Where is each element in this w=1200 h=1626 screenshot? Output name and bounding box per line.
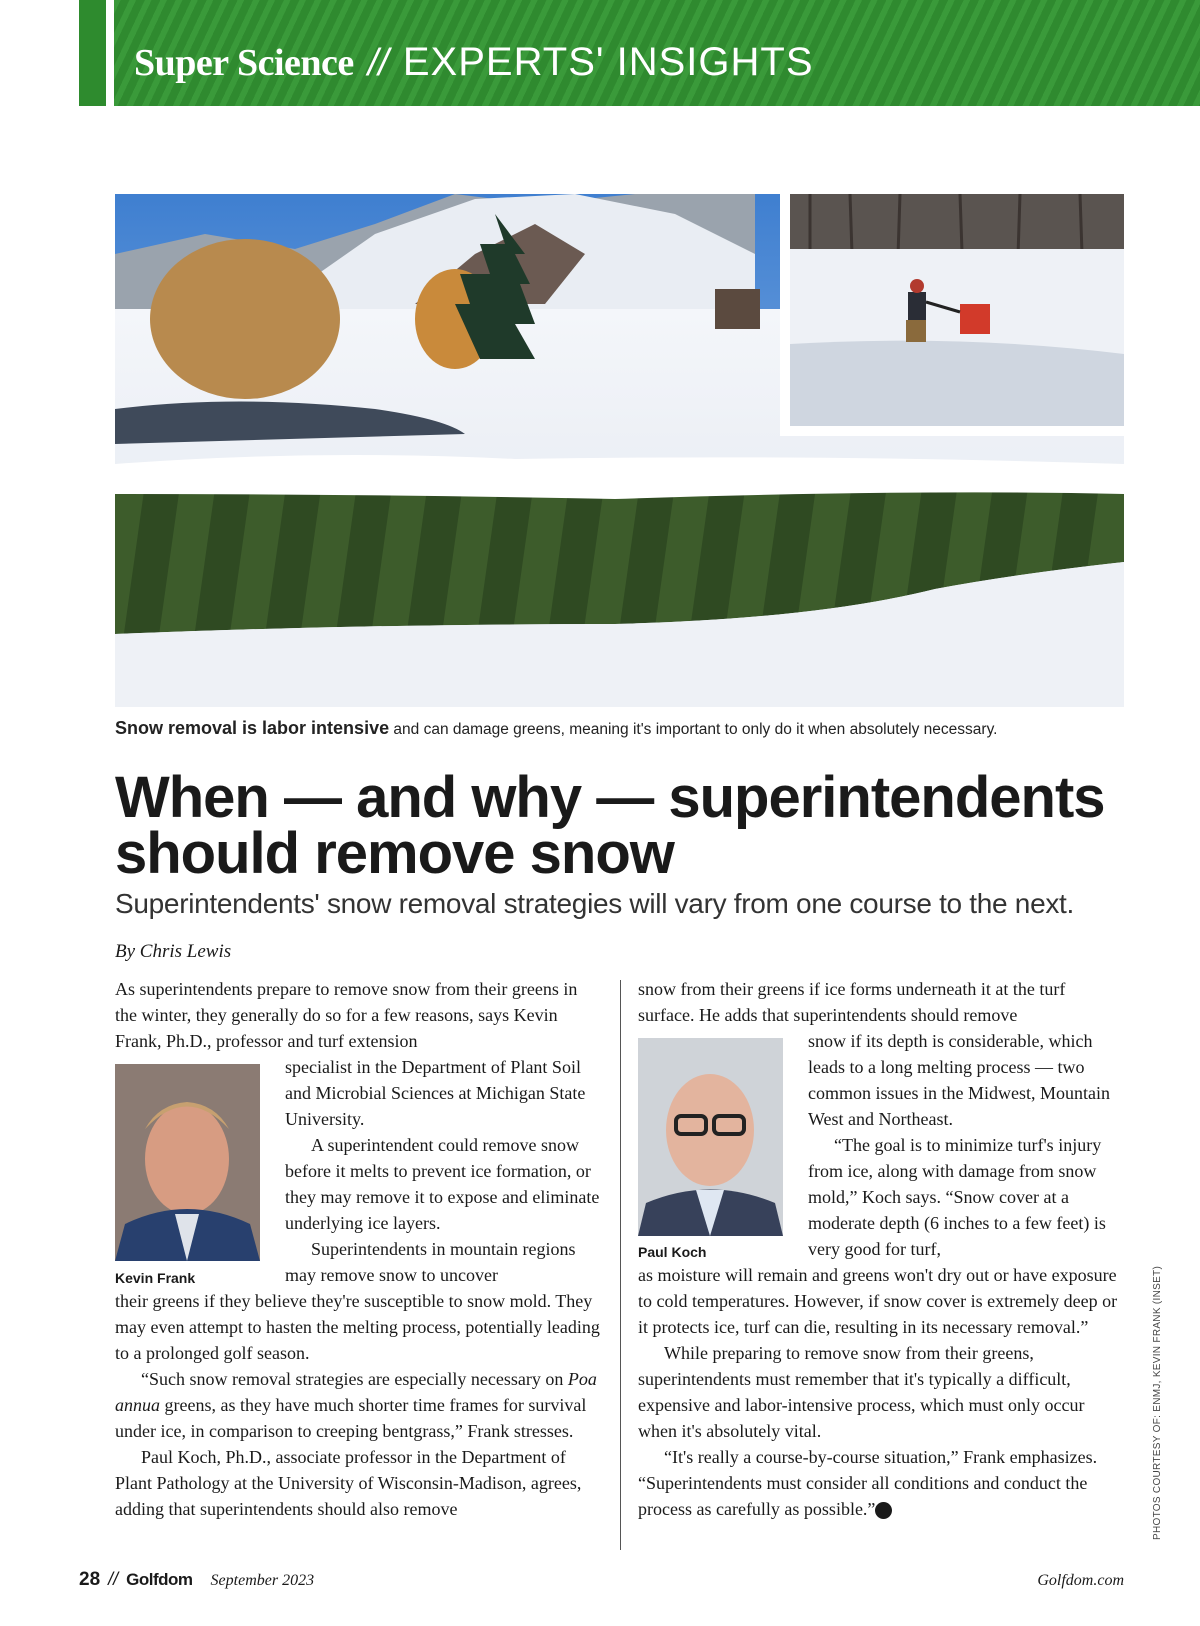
footer-separator: // xyxy=(108,1569,119,1589)
paragraph: Superintendents in mountain regions may remove snow to uncover xyxy=(285,1239,576,1285)
paragraph: While preparing to remove snow from their greens, superintendents must remember that it's typically a difficult, expensive and labor-intensive process, which must only occur when it's absolutely vital. xyxy=(638,1343,1085,1441)
headline-line-1: When — and why — superintendents xyxy=(115,765,1105,830)
paragraph: “The goal is to minimize turf's injury from ice, along with damage from snow mold,” Koch says. “Snow cover at a moderate depth (6 inches to a few feet) is very good for turf, xyxy=(808,1135,1106,1259)
photo-caption xyxy=(115,718,1125,739)
footer-folio xyxy=(79,1569,314,1591)
paragraph: snow if its depth is considerable, which leads to a long melting process — two common issues in the Midwest, Mountain West and Northeast. xyxy=(808,1031,1110,1129)
header-accent-stripe xyxy=(79,0,106,106)
paragraph: their greens if they believe they're susceptible to snow mold. They may even attempt to hasten the melting process, potentially leading to a prolonged golf season. xyxy=(115,1291,600,1363)
paragraph: snow from their greens if ice forms underneath it at the turf surface. He adds that superintendents should remove xyxy=(638,979,1066,1025)
kevin-frank-headshot xyxy=(115,1064,260,1261)
paragraph: As superintendents prepare to remove snow from their greens in the winter, they generally do so for a few reasons, says Kevin Frank, Ph.D., professor and turf extension xyxy=(115,979,578,1051)
portrait-icon xyxy=(115,1064,260,1261)
photo-credit: PHOTOS COURTESY OF: ENMJ, KEVIN FRANK (INSET) xyxy=(1152,1265,1163,1540)
body-right-top xyxy=(638,976,1123,1028)
headline-line-2: should remove snow xyxy=(115,821,674,886)
paragraph: Paul Koch, Ph.D., associate professor in the Department of Plant Pathology at the University of Wisconsin-Madison, agrees, adding that superintendents should also remove xyxy=(115,1447,582,1519)
golfdom-end-mark-icon: G xyxy=(875,1502,892,1519)
caption-rest: and can damage greens, meaning it's important to only do it when absolutely necessary. xyxy=(389,721,998,738)
paragraph: specialist in the Department of Plant Soil and Microbial Sciences at Michigan State University. xyxy=(285,1057,586,1129)
website-url: Golfdom.com xyxy=(1037,1572,1124,1589)
body-right-bottom xyxy=(638,1262,1124,1522)
article-byline: By Chris Lewis xyxy=(115,941,232,962)
paragraph: as moisture will remain and greens won't dry out or have exposure to cold temperatures. However, if snow cover is extremely deep or it protects ice, turf can die, resulting in its necessary removal.” xyxy=(638,1265,1118,1337)
page-number: 28 xyxy=(79,1569,101,1590)
header-title xyxy=(134,40,814,100)
paragraph: A superintendent could remove snow before it melts to prevent ice formation, or they may remove it to expose and eliminate underlying ice layers. xyxy=(285,1135,600,1233)
article-headline xyxy=(115,765,1125,886)
issue-date: September 2023 xyxy=(210,1572,315,1589)
body-left-bottom xyxy=(115,1288,600,1522)
caption-lead: Snow removal is labor intensive xyxy=(115,718,390,738)
paul-koch-headshot xyxy=(638,1038,783,1236)
paul-koch-name: Paul Koch xyxy=(638,1244,707,1260)
portrait-icon xyxy=(638,1038,783,1236)
header-section: EXPERTS' INSIGHTS xyxy=(402,40,814,84)
body-right-wrap xyxy=(808,1028,1124,1262)
header-separator: // xyxy=(367,42,389,84)
article-deck: Superintendents' snow removal strategies will vary from one course to the next. xyxy=(115,888,1075,919)
paragraph: “Such snow removal strategies are especially necessary on Poa annua greens, as they have much shorter time frames for survival under ice, in comparison to creeping bentgrass,” Frank stresses. xyxy=(115,1369,597,1441)
kevin-frank-name: Kevin Frank xyxy=(115,1270,196,1286)
snowblower-photo-icon xyxy=(790,194,1124,426)
paragraph: “It's really a course-by-course situation,” Frank emphasizes. “Superintendents must consider all conditions and conduct the process as carefully as possible.” G xyxy=(638,1447,1098,1519)
body-left-top xyxy=(115,976,597,1054)
magazine-name: Golfdom xyxy=(126,1570,193,1589)
column-divider xyxy=(620,980,621,1550)
snowblower-photo xyxy=(780,194,1124,436)
body-left-wrap xyxy=(285,1054,600,1288)
header-brand: Super Science xyxy=(134,42,354,84)
